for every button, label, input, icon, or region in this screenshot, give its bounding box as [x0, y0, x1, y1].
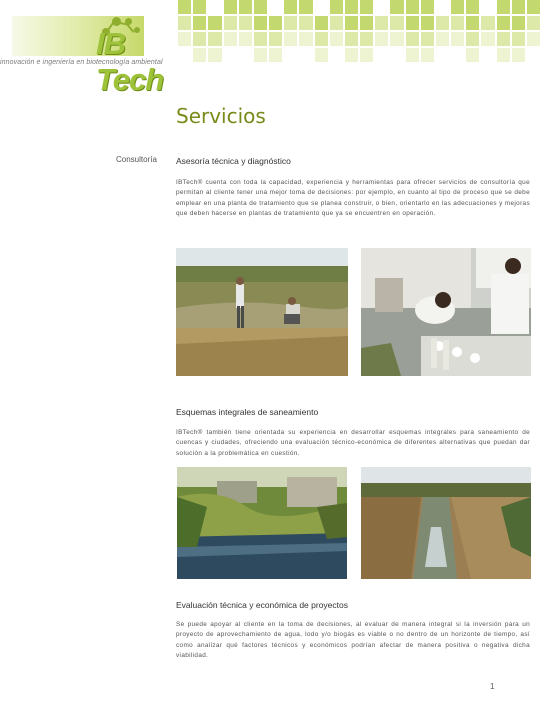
grid-cell	[254, 48, 267, 62]
grid-cell	[512, 48, 525, 62]
grid-cell	[497, 0, 510, 14]
grid-cell	[421, 32, 434, 46]
grid-cell	[193, 32, 206, 46]
grid-cell	[193, 48, 206, 62]
grid-cell	[451, 32, 464, 46]
grid-cell	[360, 16, 373, 30]
grid-cell	[178, 0, 191, 14]
grid-cell	[224, 32, 237, 46]
grid-cell	[284, 32, 297, 46]
grid-cell	[315, 48, 328, 62]
grid-cell	[239, 16, 252, 30]
grid-cell	[299, 32, 312, 46]
grid-cell	[527, 48, 540, 62]
grid-cell	[527, 0, 540, 14]
grid-cell	[269, 0, 282, 14]
grid-cell	[375, 48, 388, 62]
section-body-evaluacion: Se puede apoyar al cliente en la toma de decisiones, al evaluar de manera integral si la inversión para un proyecto de aprovechamiento de agua, lodo y/o biogás es viable o no dentro de un horizonte de tiempo, así como analizar qué factores técnicos y económicos podrían afectar de manera positiva o negativa dicha viabilidad.	[176, 621, 530, 660]
grid-cell	[436, 32, 449, 46]
grid-cell	[375, 0, 388, 14]
grid-cell	[466, 0, 479, 14]
grid-cell	[299, 0, 312, 14]
grid-cell	[254, 16, 267, 30]
grid-cell	[451, 0, 464, 14]
photo-river-channel	[361, 467, 531, 579]
grid-cell	[406, 48, 419, 62]
page-number: 1	[490, 682, 495, 691]
grid-cell	[466, 32, 479, 46]
grid-cell	[299, 48, 312, 62]
grid-cell	[315, 32, 328, 46]
grid-cell	[527, 32, 540, 46]
grid-cell	[208, 0, 221, 14]
grid-cell	[224, 16, 237, 30]
grid-cell	[360, 48, 373, 62]
section-title-evaluacion: Evaluación técnica y económica de proyectos	[176, 600, 348, 610]
grid-cell	[481, 16, 494, 30]
grid-cell	[284, 16, 297, 30]
grid-cell	[375, 32, 388, 46]
grid-cell	[239, 48, 252, 62]
photo-field-sampling	[176, 248, 348, 376]
grid-cell	[345, 48, 358, 62]
grid-cell	[345, 16, 358, 30]
grid-cell	[390, 48, 403, 62]
grid-cell	[466, 16, 479, 30]
grid-cell	[360, 32, 373, 46]
grid-cell	[178, 16, 191, 30]
grid-cell	[481, 32, 494, 46]
grid-cell	[512, 32, 525, 46]
decorative-pixel-grid	[178, 0, 540, 62]
photo-canal-vegetation	[177, 467, 347, 579]
grid-cell	[406, 32, 419, 46]
grid-cell	[481, 48, 494, 62]
grid-cell	[330, 32, 343, 46]
category-label: Consultoría	[116, 155, 157, 164]
grid-cell	[497, 16, 510, 30]
grid-cell	[330, 48, 343, 62]
grid-cell	[299, 16, 312, 30]
grid-cell	[239, 0, 252, 14]
logo-text: IB Tech	[96, 26, 164, 97]
grid-cell	[497, 48, 510, 62]
grid-cell	[345, 0, 358, 14]
grid-cell	[512, 0, 525, 14]
grid-cell	[269, 48, 282, 62]
company-tagline: innovación e ingeniería en biotecnología ambiental	[0, 59, 163, 66]
grid-cell	[390, 0, 403, 14]
grid-cell	[406, 0, 419, 14]
grid-cell	[254, 0, 267, 14]
grid-cell	[436, 48, 449, 62]
grid-cell	[421, 0, 434, 14]
grid-cell	[481, 0, 494, 14]
grid-cell	[178, 48, 191, 62]
grid-cell	[512, 16, 525, 30]
grid-cell	[466, 48, 479, 62]
grid-cell	[451, 48, 464, 62]
grid-cell	[208, 16, 221, 30]
grid-cell	[208, 48, 221, 62]
grid-cell	[330, 16, 343, 30]
grid-cell	[208, 32, 221, 46]
section-title-saneamiento: Esquemas integrales de saneamiento	[176, 407, 319, 417]
grid-cell	[390, 16, 403, 30]
grid-cell	[390, 32, 403, 46]
grid-cell	[451, 16, 464, 30]
grid-cell	[375, 16, 388, 30]
grid-cell	[193, 0, 206, 14]
grid-cell	[284, 0, 297, 14]
grid-cell	[421, 48, 434, 62]
grid-cell	[315, 16, 328, 30]
grid-cell	[193, 16, 206, 30]
grid-cell	[436, 16, 449, 30]
grid-cell	[527, 16, 540, 30]
grid-cell	[178, 32, 191, 46]
grid-cell	[421, 16, 434, 30]
photo-laboratory	[361, 248, 531, 376]
grid-cell	[497, 32, 510, 46]
grid-cell	[224, 48, 237, 62]
grid-cell	[330, 0, 343, 14]
grid-cell	[269, 32, 282, 46]
grid-cell	[254, 32, 267, 46]
grid-cell	[224, 0, 237, 14]
grid-cell	[406, 16, 419, 30]
grid-cell	[269, 16, 282, 30]
grid-cell	[360, 0, 373, 14]
grid-cell	[345, 32, 358, 46]
grid-cell	[315, 0, 328, 14]
section-title-asesoria: Asesoría técnica y diagnóstico	[176, 156, 291, 166]
grid-cell	[284, 48, 297, 62]
grid-cell	[436, 0, 449, 14]
section-body-asesoria: IBTech® cuenta con toda la capacidad, experiencia y herramientas para ofrecer servicios de consultoría que permitan al cliente tener una mejor toma de decisiones: por ejemplo, en cuanto al tipo de proceso que se debe emplear en una planta de tratamiento que se planea construir, o bien, orientarlo en las adecuaciones y mejoras que deben hacerse en plantas de tratamiento que ya se encuentren en operación.	[176, 179, 530, 218]
section-body-saneamiento: IBTech® también tiene orientada su experiencia en desarrollar esquemas integrales para saneamiento de cuencas y ciudades, ofreciendo una evaluación técnico-económica de diferentes alternativas que puedan dar solución a la problemática en cuestión.	[176, 429, 530, 457]
page-title: Servicios	[176, 104, 266, 128]
grid-cell	[239, 32, 252, 46]
